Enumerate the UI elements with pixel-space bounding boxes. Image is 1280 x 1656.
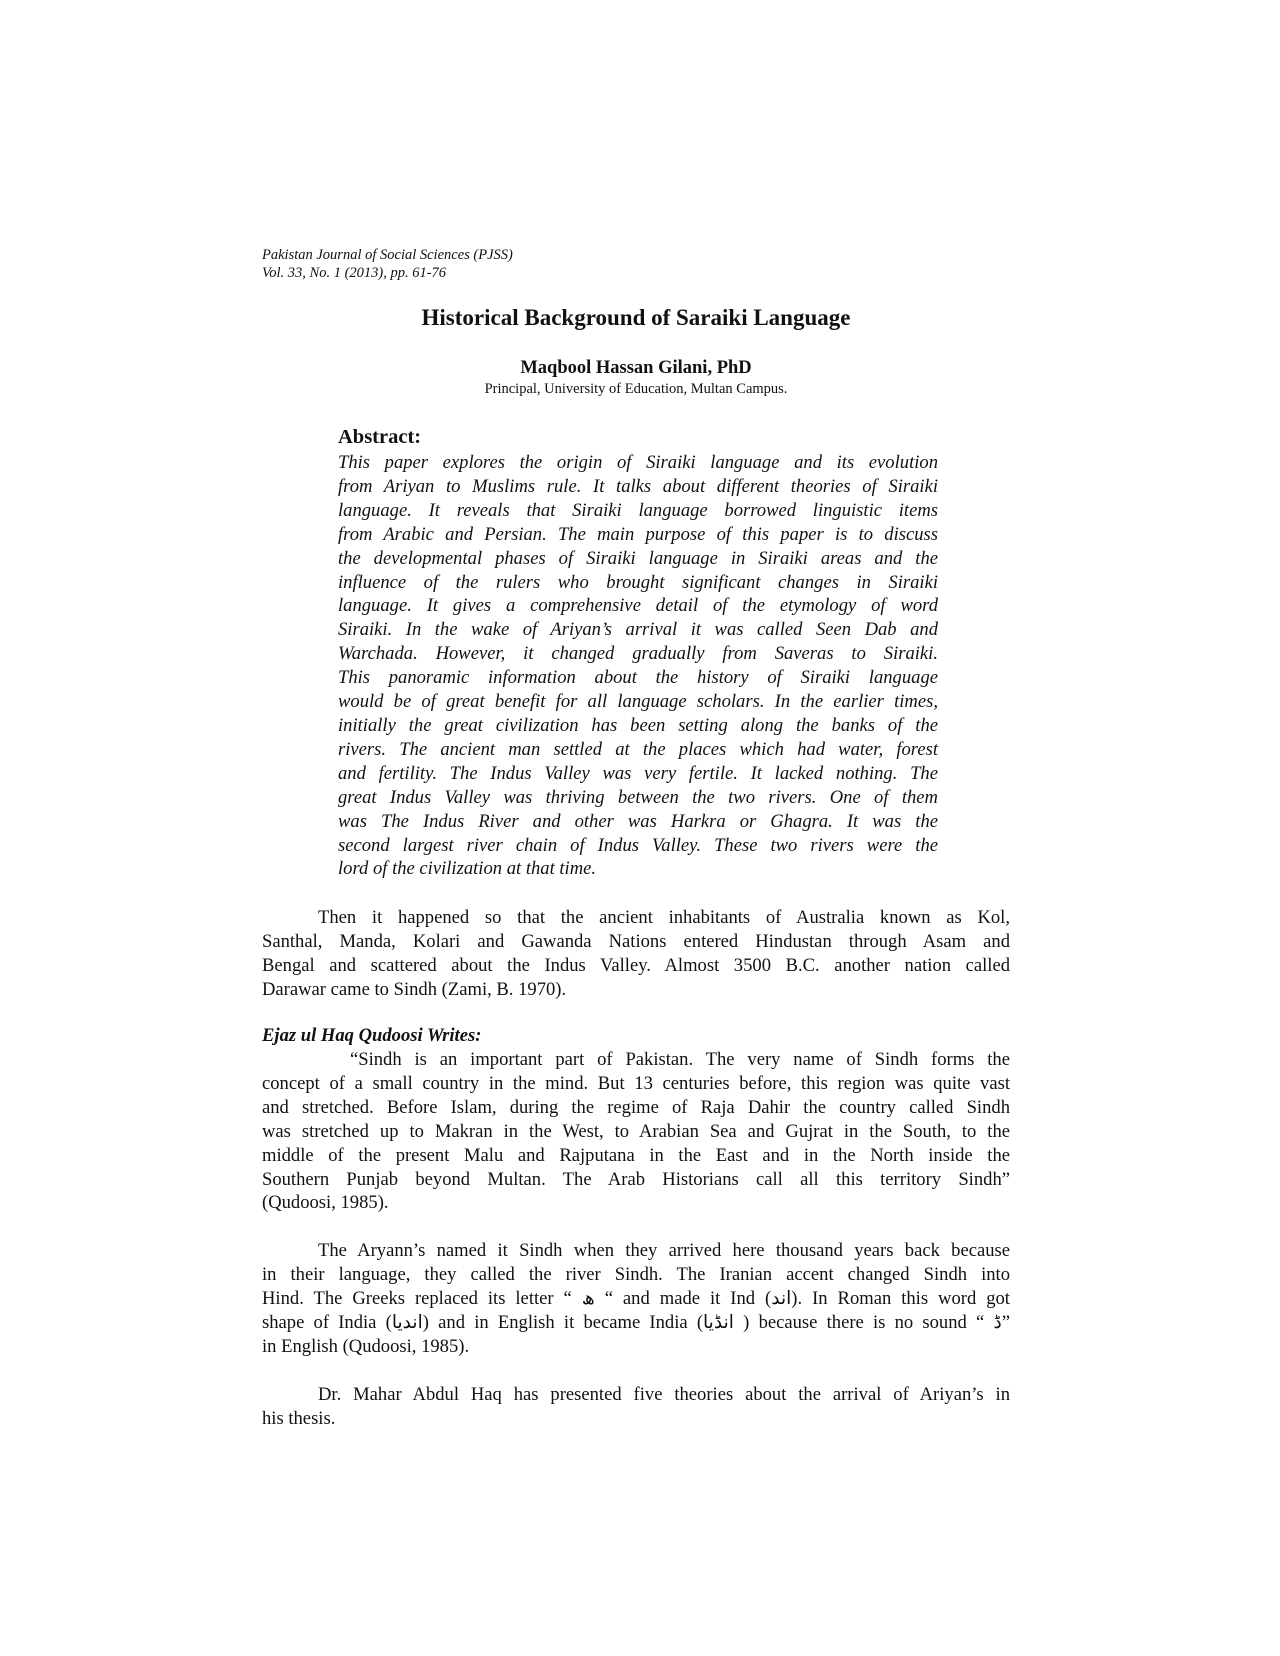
paragraph-aryan-sindh: [262, 1239, 1010, 1359]
abstract-line: language. It gives a comprehensive detail of the etymology of word: [338, 595, 938, 617]
paragraph-line: Southern Punjab beyond Multan. The Arab Historians call all this territory Sindh”: [262, 1168, 1010, 1190]
abstract-line: the developmental phases of Siraiki language in Siraiki areas and the: [338, 547, 938, 569]
paragraph-line: middle of the present Malu and Rajputana in the East and in the North inside the: [262, 1144, 1010, 1166]
paragraph-line: Hind. The Greeks replaced its letter “ ھ “ and made it Ind (اند). In Roman this word got: [262, 1287, 1010, 1309]
paper-title: Historical Background of Saraiki Language: [421, 305, 851, 330]
paragraph-line: concept of a small country in the mind. But 13 centuries before, this region was quite vast: [262, 1072, 1010, 1094]
paragraph-line: was stretched up to Makran in the West, to Arabian Sea and Gujrat in the South, to the: [262, 1120, 1010, 1142]
abstract-line: language. It reveals that Siraiki language borrowed linguistic items: [338, 499, 938, 521]
paragraph-five-theories: [262, 1383, 1010, 1431]
abstract-line: lord of the civilization at that time.: [338, 858, 597, 880]
paragraph-line: Darawar came to Sindh (Zami, B. 1970).: [262, 978, 567, 1000]
paragraph-line: in their language, they called the river Sindh. The Iranian accent changed Sindh into: [262, 1263, 1010, 1285]
abstract-line: and fertility. The Indus Valley was very fertile. It lacked nothing. The: [338, 762, 938, 784]
abstract-line: great Indus Valley was thriving between the two rivers. One of them: [338, 786, 938, 808]
paragraph-line: and stretched. Before Islam, during the regime of Raja Dahir the country called Sindh: [262, 1096, 1010, 1118]
paragraph-qudoosi-quote: [262, 1048, 1010, 1215]
paragraph-line: The Aryann’s named it Sindh when they arrived here thousand years back because: [318, 1240, 1010, 1261]
paragraph-line: in English (Qudoosi, 1985).: [262, 1335, 470, 1357]
abstract-line: would be of great benefit for all language scholars. In the earlier times,: [338, 691, 938, 713]
section-heading: Ejaz ul Haq Qudoosi Writes:: [262, 1025, 482, 1046]
abstract-line: from Arabic and Persian. The main purpose of this paper is to discuss: [338, 523, 938, 545]
paragraph-line: his thesis.: [262, 1407, 336, 1429]
abstract-line: Siraiki. In the wake of Ariyan’s arrival it was called Seen Dab and: [338, 619, 938, 641]
paragraph-line: Dr. Mahar Abdul Haq has presented five theories about the arrival of Ariyan’s in: [318, 1384, 1010, 1405]
abstract-line: This panoramic information about the history of Siraiki language: [338, 667, 938, 689]
abstract-line: second largest river chain of Indus Valley. These two rivers were the: [338, 834, 938, 856]
paragraph-line: “Sindh is an important part of Pakistan. The very name of Sindh forms the: [350, 1049, 1010, 1070]
paragraph-line: Then it happened so that the ancient inhabitants of Australia known as Kol,: [318, 907, 1010, 928]
paragraph-kol-santhal: [262, 906, 1010, 1002]
abstract-body: [338, 451, 938, 881]
paragraph-line: (Qudoosi, 1985).: [262, 1192, 389, 1214]
abstract-line: from Ariyan to Muslims rule. It talks about different theories of Siraiki: [338, 475, 938, 497]
abstract-heading: Abstract:: [338, 426, 422, 448]
abstract-line: initially the great civilization has been setting along the banks of the: [338, 714, 938, 736]
paragraph-line: Bengal and scattered about the Indus Valley. Almost 3500 B.C. another nation called: [262, 954, 1010, 976]
author-affiliation: Principal, University of Education, Multan Campus.: [484, 381, 788, 397]
journal-name: Pakistan Journal of Social Sciences (PJSS): [262, 247, 513, 263]
journal-volume: Vol. 33, No. 1 (2013), pp. 61-76: [262, 265, 447, 281]
abstract-line: rivers. The ancient man settled at the places which had water, forest: [338, 738, 938, 760]
abstract-line: Warchada. However, it changed gradually from Saveras to Siraiki.: [338, 643, 938, 665]
paragraph-line: shape of India (اندیا) and in English it became India (انڈیا ) because there is no sound “ ڈ”: [262, 1311, 1010, 1333]
journal-header: [262, 246, 762, 282]
abstract-line: was The Indus River and other was Harkra or Ghagra. It was the: [338, 810, 938, 832]
author-name: Maqbool Hassan Gilani, PhD: [520, 358, 752, 378]
paragraph-line: Santhal, Manda, Kolari and Gawanda Nations entered Hindustan through Asam and: [262, 930, 1010, 952]
abstract-line: This paper explores the origin of Siraiki language and its evolution: [338, 452, 938, 473]
abstract-line: influence of the rulers who brought significant changes in Siraiki: [338, 571, 938, 593]
